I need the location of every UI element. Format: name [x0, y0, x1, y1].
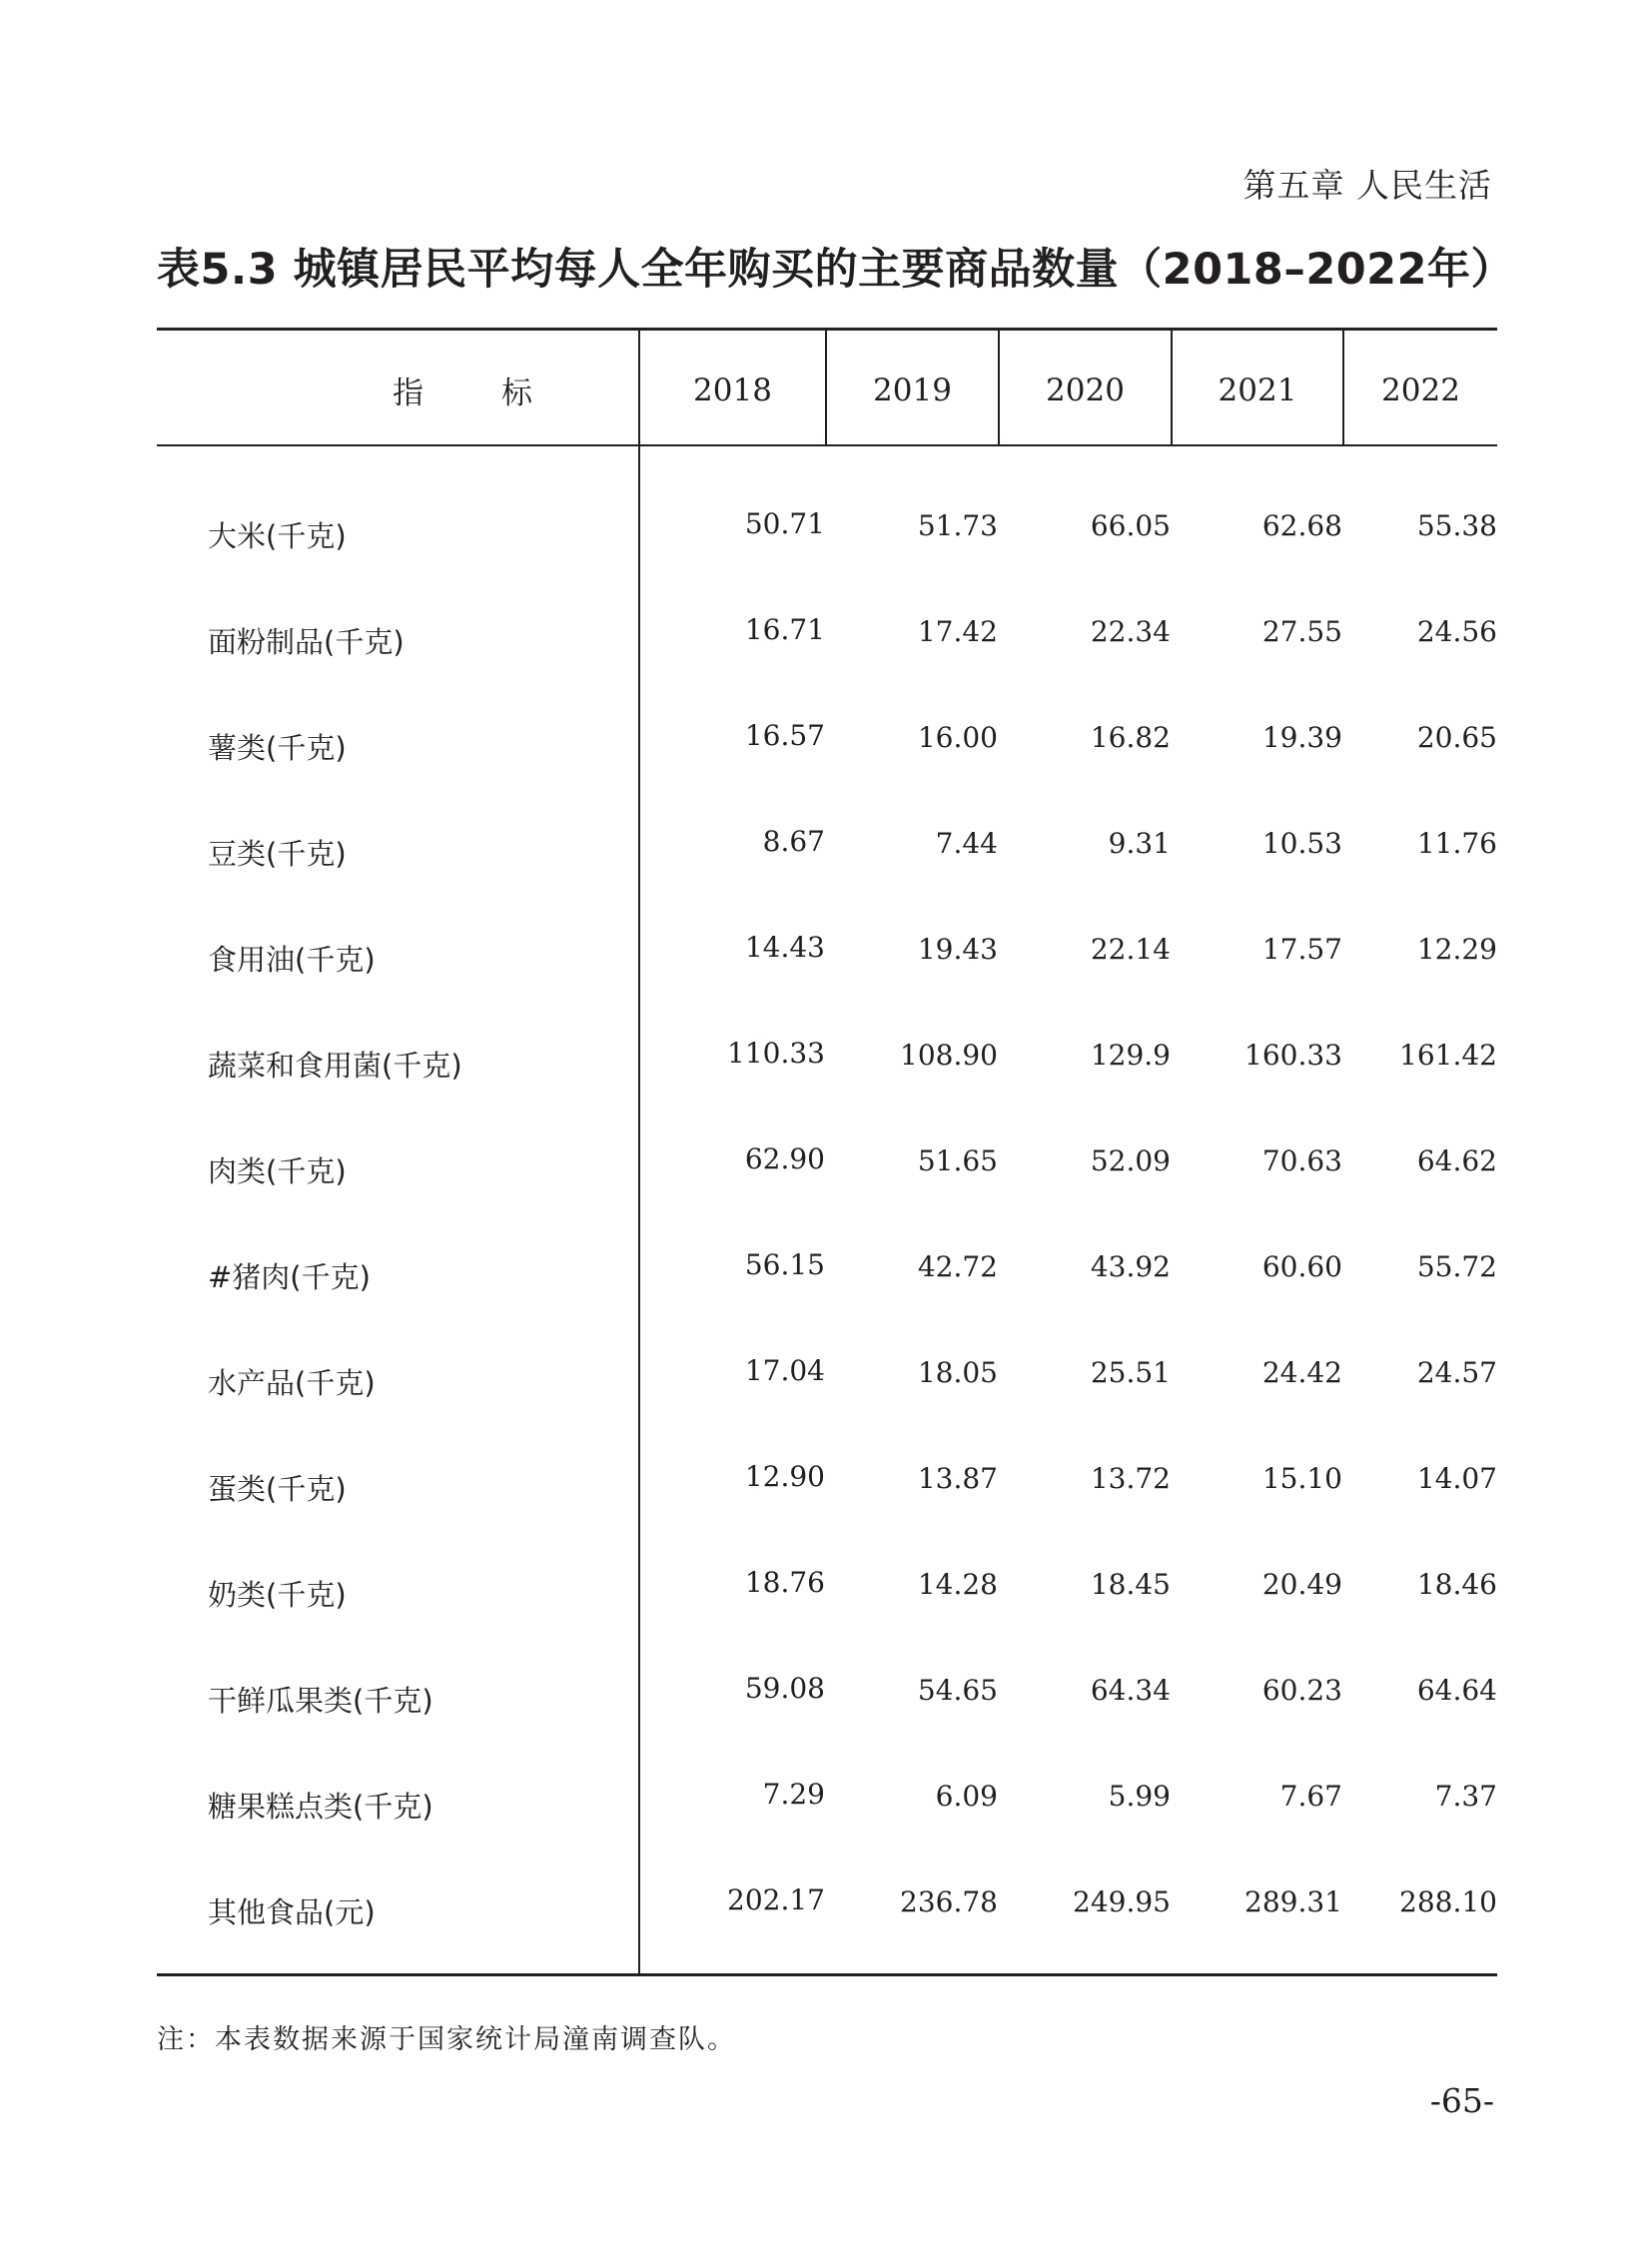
value-cell: 19.43 [917, 933, 998, 966]
value-cell: 56.15 [744, 1248, 825, 1281]
value-cell: 288.10 [1399, 1885, 1497, 1918]
table-row [0, 1462, 1652, 1522]
value-cell: 236.78 [900, 1885, 998, 1918]
table-row [0, 1144, 1652, 1204]
table-row [0, 1039, 1652, 1099]
value-cell: 64.62 [1416, 1144, 1497, 1177]
table-row [0, 721, 1652, 781]
value-cell: 13.87 [917, 1462, 998, 1495]
value-cell: 10.53 [1261, 827, 1342, 860]
indicator-column-header [393, 368, 532, 412]
value-cell: 7.37 [1434, 1780, 1497, 1813]
value-cell: 64.64 [1416, 1674, 1497, 1707]
header-label-left: 指 [393, 375, 423, 411]
year-header: 2018 [693, 373, 772, 408]
value-cell: 42.72 [917, 1250, 998, 1283]
value-cell: 11.76 [1416, 827, 1497, 860]
header-label-right: 标 [501, 375, 532, 411]
value-cell: 15.10 [1261, 1462, 1342, 1495]
value-cell: 16.71 [744, 613, 825, 646]
table-top-rule [157, 328, 1497, 331]
value-cell: 14.43 [744, 931, 825, 964]
year-header: 2020 [1046, 373, 1125, 408]
year-header: 2019 [873, 373, 952, 408]
table-row [0, 509, 1652, 569]
value-cell: 24.56 [1416, 615, 1497, 648]
value-cell: 59.08 [744, 1672, 825, 1705]
row-label: 食用油(千克) [208, 943, 376, 977]
row-label: 豆类(千克) [208, 837, 347, 871]
value-cell: 55.72 [1416, 1250, 1497, 1283]
value-cell: 60.23 [1261, 1674, 1342, 1707]
value-cell: 17.57 [1261, 933, 1342, 966]
row-label: 干鲜瓜果类(千克) [208, 1684, 433, 1718]
value-cell: 16.00 [917, 721, 998, 754]
value-cell: 51.65 [917, 1144, 998, 1177]
row-label: #猪肉(千克) [208, 1260, 371, 1294]
value-cell: 24.42 [1261, 1356, 1342, 1389]
value-cell: 14.28 [917, 1568, 998, 1601]
value-cell: 8.67 [762, 825, 825, 858]
value-cell: 64.34 [1090, 1674, 1171, 1707]
value-cell: 202.17 [727, 1883, 825, 1916]
value-cell: 50.71 [744, 507, 825, 540]
table-row [0, 1885, 1652, 1945]
value-cell: 54.65 [917, 1674, 998, 1707]
value-cell: 18.76 [744, 1566, 825, 1599]
value-cell: 18.45 [1090, 1568, 1171, 1601]
value-cell: 43.92 [1090, 1250, 1171, 1283]
value-cell: 66.05 [1090, 509, 1171, 542]
value-cell: 20.65 [1416, 721, 1497, 754]
year-header: 2021 [1218, 373, 1297, 408]
value-cell: 289.31 [1244, 1885, 1342, 1918]
value-cell: 18.46 [1416, 1568, 1497, 1601]
value-cell: 12.90 [744, 1460, 825, 1493]
value-cell: 24.57 [1416, 1356, 1497, 1389]
row-label: 蛋类(千克) [208, 1472, 347, 1506]
table-row [0, 615, 1652, 675]
value-cell: 12.29 [1416, 933, 1497, 966]
row-label: 奶类(千克) [208, 1578, 347, 1612]
value-cell: 9.31 [1108, 827, 1171, 860]
value-cell: 18.05 [917, 1356, 998, 1389]
table-bottom-rule [157, 1973, 1497, 1976]
value-cell: 5.99 [1108, 1780, 1171, 1813]
value-cell: 52.09 [1090, 1144, 1171, 1177]
value-cell: 129.9 [1090, 1039, 1171, 1072]
value-cell: 55.38 [1416, 509, 1497, 542]
table-row [0, 1568, 1652, 1628]
value-cell: 62.90 [744, 1142, 825, 1175]
value-cell: 17.42 [917, 615, 998, 648]
page-number: -65- [1429, 2081, 1494, 2120]
row-label: 糖果糕点类(千克) [208, 1790, 433, 1824]
value-cell: 22.14 [1090, 933, 1171, 966]
year-header: 2022 [1381, 373, 1460, 408]
value-cell: 110.33 [727, 1037, 825, 1070]
row-label: 其他食品(元) [208, 1895, 376, 1929]
row-label: 大米(千克) [208, 519, 347, 553]
row-label: 水产品(千克) [208, 1366, 376, 1400]
value-cell: 51.73 [917, 509, 998, 542]
value-cell: 161.42 [1399, 1039, 1497, 1072]
table-row [0, 1356, 1652, 1416]
value-cell: 17.04 [744, 1354, 825, 1387]
value-cell: 7.67 [1279, 1780, 1342, 1813]
row-label: 面粉制品(千克) [208, 625, 405, 659]
chapter-header: 第五章 人民生活 [1242, 166, 1492, 205]
value-cell: 249.95 [1073, 1885, 1171, 1918]
value-cell: 16.82 [1090, 721, 1171, 754]
table-row [0, 1780, 1652, 1840]
value-cell: 6.09 [935, 1780, 998, 1813]
value-cell: 14.07 [1416, 1462, 1497, 1495]
value-cell: 16.57 [744, 719, 825, 752]
value-cell: 70.63 [1261, 1144, 1342, 1177]
value-cell: 7.29 [762, 1778, 825, 1811]
table-row [0, 1674, 1652, 1734]
value-cell: 160.33 [1244, 1039, 1342, 1072]
value-cell: 19.39 [1261, 721, 1342, 754]
value-cell: 22.34 [1090, 615, 1171, 648]
value-cell: 60.60 [1261, 1250, 1342, 1283]
value-cell: 27.55 [1261, 615, 1342, 648]
table-title: 表5.3 城镇居民平均每人全年购买的主要商品数量（2018–2022年） [157, 245, 1514, 295]
row-label: 蔬菜和食用菌(千克) [208, 1049, 462, 1083]
table-row [0, 933, 1652, 993]
value-cell: 108.90 [900, 1039, 998, 1072]
table-header-rule [157, 444, 1497, 446]
row-label: 肉类(千克) [208, 1154, 347, 1188]
value-cell: 20.49 [1261, 1568, 1342, 1601]
row-label: 薯类(千克) [208, 731, 347, 765]
value-cell: 25.51 [1090, 1356, 1171, 1389]
table-note: 注：本表数据来源于国家统计局潼南调查队。 [157, 2024, 736, 2055]
value-cell: 7.44 [935, 827, 998, 860]
value-cell: 62.68 [1261, 509, 1342, 542]
table-row [0, 1250, 1652, 1310]
value-cell: 13.72 [1090, 1462, 1171, 1495]
table-row [0, 827, 1652, 887]
